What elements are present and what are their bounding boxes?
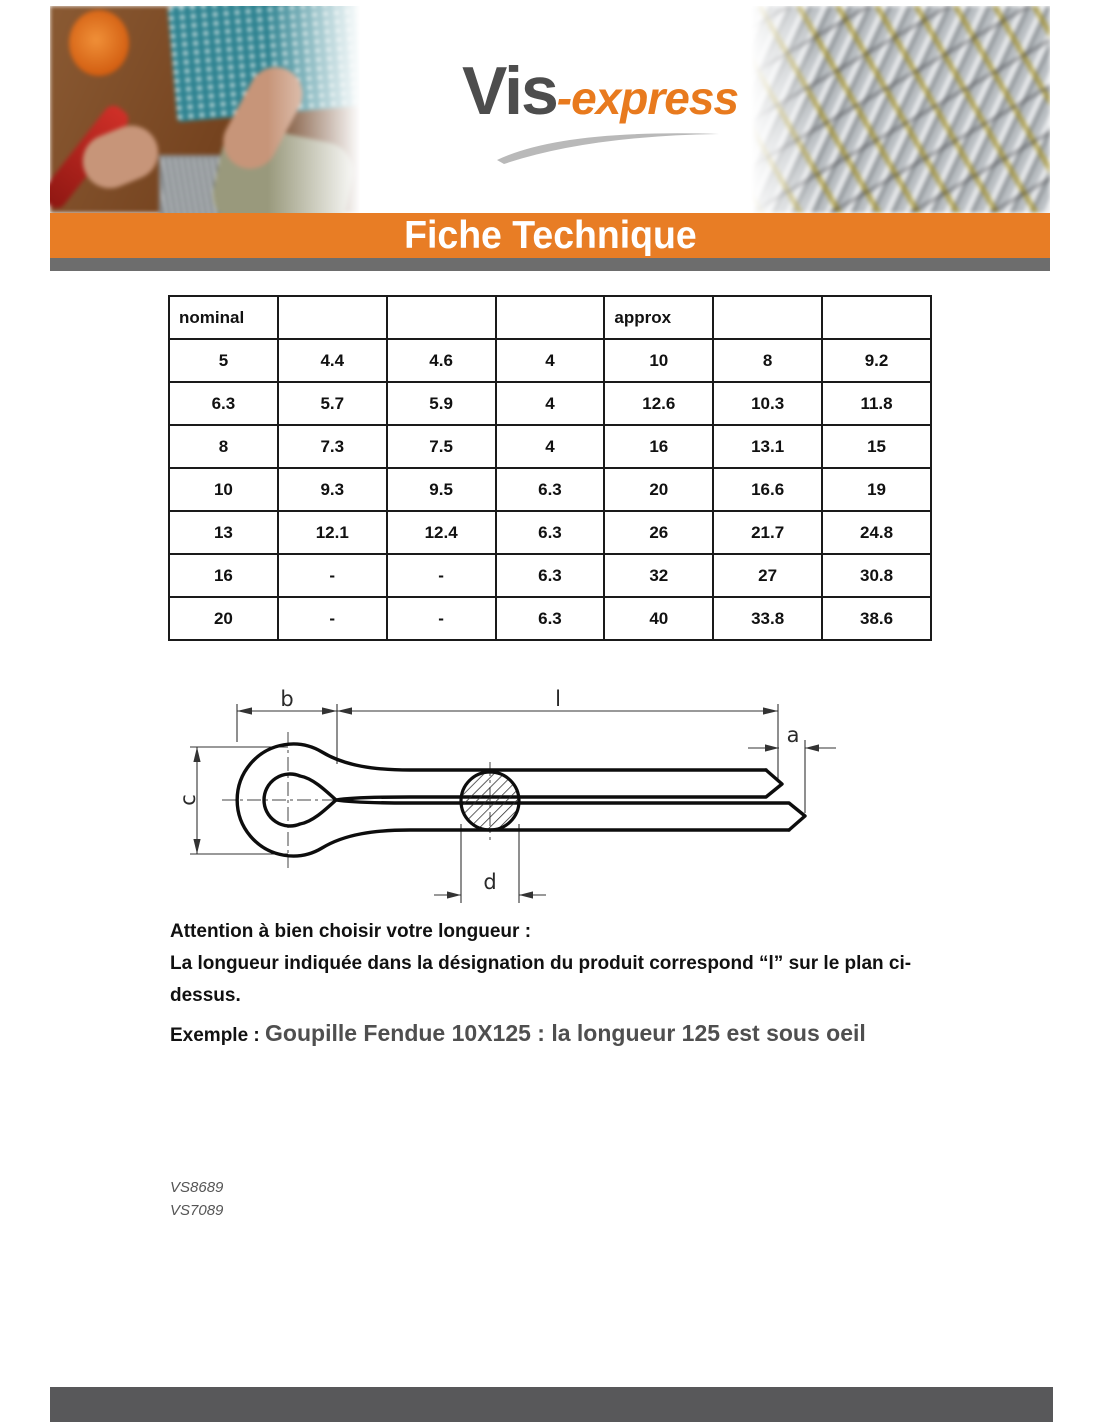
table-cell: 24.8: [822, 511, 931, 554]
table-cell: 26: [604, 511, 713, 554]
brand-name-secondary: -express: [556, 72, 739, 124]
table-cell: 40: [604, 597, 713, 640]
table-cell: 9.2: [822, 339, 931, 382]
reference-codes: [170, 1176, 223, 1222]
table-cell: 6.3: [496, 511, 605, 554]
brand-name-primary: Vis: [461, 53, 557, 129]
dim-label-d: d: [483, 870, 497, 894]
banner-title: Fiche Technique: [403, 213, 697, 257]
table-cell: 7.3: [278, 425, 387, 468]
table-cell: -: [387, 597, 496, 640]
table-cell: 20: [604, 468, 713, 511]
table-cell: 13: [169, 511, 278, 554]
table-cell: 10: [604, 339, 713, 382]
table-cell: 20: [169, 597, 278, 640]
table-cell: 12.4: [387, 511, 496, 554]
note-body: La longueur indiquée dans la désignation du produit correspond “l” sur le plan ci-dessus.: [170, 953, 912, 1006]
table-cell: 19: [822, 468, 931, 511]
table-header-cell: [496, 296, 605, 339]
table-cell: -: [278, 597, 387, 640]
table-row: [169, 511, 931, 554]
table-row: [169, 554, 931, 597]
table-cell: 6.3: [496, 597, 605, 640]
table-cell: 38.6: [822, 597, 931, 640]
table-cell: 5.7: [278, 382, 387, 425]
table-row: [169, 339, 931, 382]
table-cell: 6.3: [496, 554, 605, 597]
table-cell: 6.3: [496, 468, 605, 511]
table-header-cell: [822, 296, 931, 339]
table-header-cell: [713, 296, 822, 339]
reference-code: VS8689: [170, 1179, 224, 1196]
table-header-row: [169, 296, 931, 339]
table-cell: 7.5: [387, 425, 496, 468]
table-cell: 4: [496, 425, 605, 468]
dim-label-l: l: [555, 687, 561, 711]
brand-logo: [430, 52, 770, 171]
workbench-photo: [50, 6, 370, 213]
dim-label-a: a: [786, 723, 800, 747]
table-cell: 8: [713, 339, 822, 382]
table-cell: -: [387, 554, 496, 597]
length-notes: [170, 916, 948, 1053]
table-header-cell: nominal: [169, 296, 278, 339]
table-cell: 21.7: [713, 511, 822, 554]
dim-label-b: b: [280, 687, 294, 711]
table-cell: 11.8: [822, 382, 931, 425]
table-cell: 4.4: [278, 339, 387, 382]
footer-bar: [50, 1387, 1053, 1422]
table-cell: 5.9: [387, 382, 496, 425]
table-cell: 32: [604, 554, 713, 597]
table-cell: 6.3: [169, 382, 278, 425]
cross-section-circle: [461, 772, 519, 830]
table-cell: 16.6: [713, 468, 822, 511]
table-cell: 12.6: [604, 382, 713, 425]
table-header-cell: [278, 296, 387, 339]
example-label: Exemple :: [170, 1025, 266, 1046]
table-cell: 16: [169, 554, 278, 597]
table-cell: -: [278, 554, 387, 597]
banner-underline-strip: [50, 258, 1050, 271]
table-cell: 4: [496, 339, 605, 382]
cotter-pin-diagram: [150, 680, 870, 915]
logo-swoosh: [487, 124, 727, 166]
table-header-cell: approx: [604, 296, 713, 339]
table-row: [169, 425, 931, 468]
table-cell: 33.8: [713, 597, 822, 640]
table-cell: 15: [822, 425, 931, 468]
table-row: [169, 382, 931, 425]
note-example: [170, 1016, 948, 1053]
note-heading: Attention à bien choisir votre longueur :: [170, 921, 532, 942]
table-cell: 9.3: [278, 468, 387, 511]
table-cell: 4: [496, 382, 605, 425]
table-cell: 30.8: [822, 554, 931, 597]
table-cell: 16: [604, 425, 713, 468]
section-banner: [50, 213, 1050, 258]
table-header-cell: [387, 296, 496, 339]
table-cell: 13.1: [713, 425, 822, 468]
table-row: [169, 597, 931, 640]
table-row: [169, 468, 931, 511]
table-cell: 5: [169, 339, 278, 382]
dimensions-table: [168, 295, 932, 641]
example-text: Goupille Fendue 10X125 : la longueur 125 est sous oeil: [265, 1020, 866, 1046]
table-cell: 27: [713, 554, 822, 597]
table-cell: 9.5: [387, 468, 496, 511]
screws-photo: [742, 6, 1050, 213]
table-cell: 4.6: [387, 339, 496, 382]
page-header: [50, 6, 1050, 213]
table-cell: 10: [169, 468, 278, 511]
dim-label-c: c: [176, 794, 200, 806]
table-cell: 12.1: [278, 511, 387, 554]
table-cell: 8: [169, 425, 278, 468]
reference-code: VS7089: [170, 1202, 224, 1219]
table-cell: 10.3: [713, 382, 822, 425]
